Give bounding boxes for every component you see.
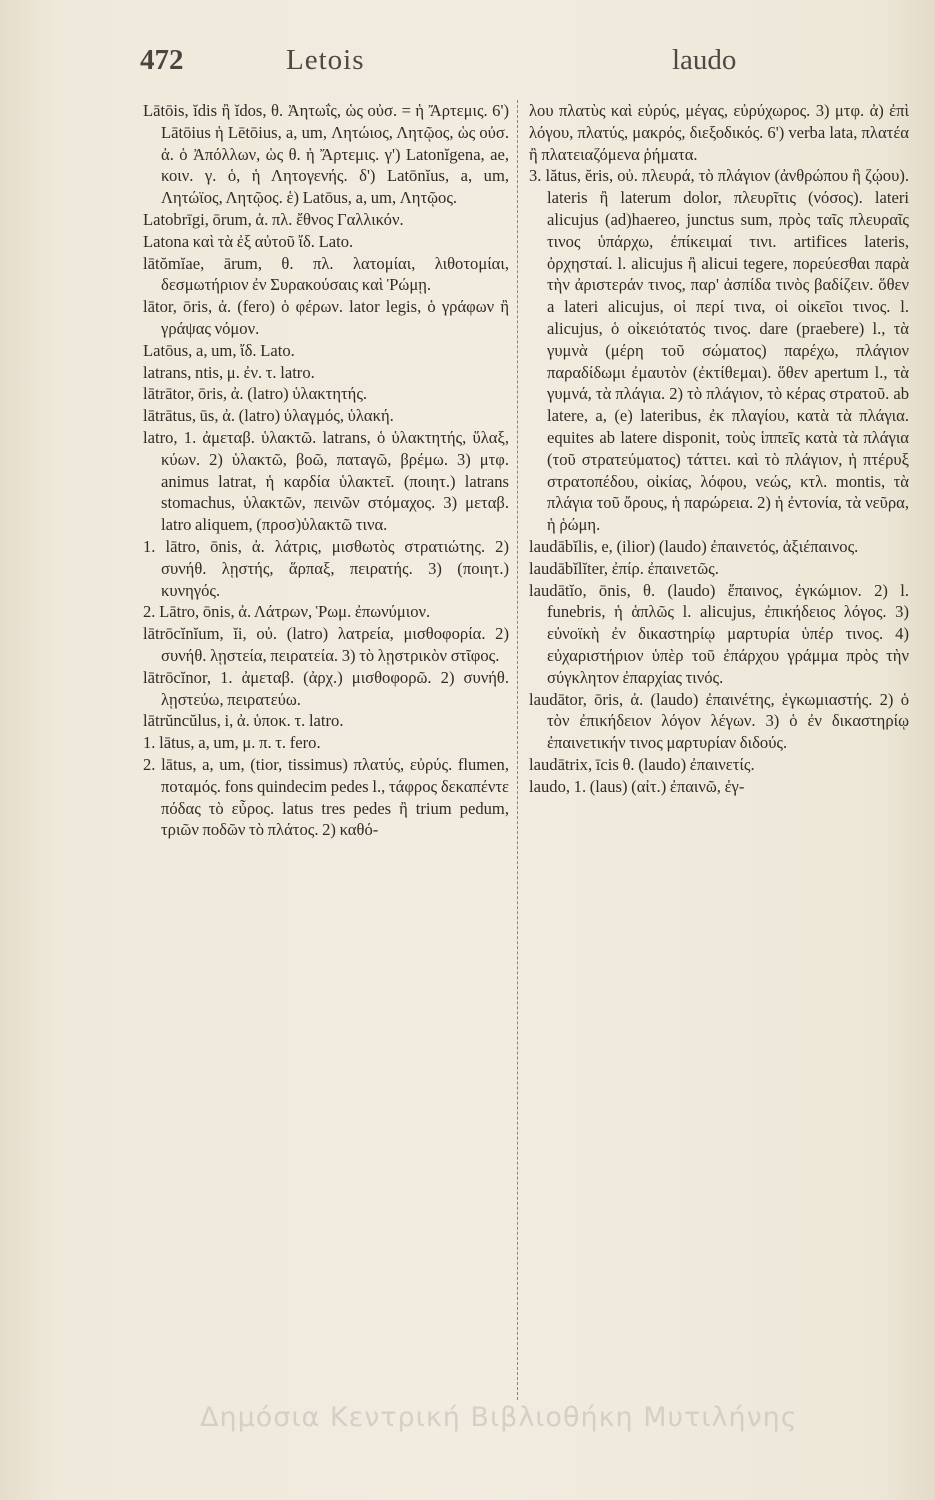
column-divider [517,100,518,1400]
entry-laudo: laudo, 1. (laus) (αἰτ.) ἐπαινῶ, ἐγ- [529,776,745,796]
entry-latrator: lātrātor, ōris, ἀ. (latro) ὑλακτητής. [143,384,368,404]
entry-latus-1: 1. lātus, a, um, μ. π. τ. fero. [143,733,321,753]
entry-latous: Latōus, a, um, ἴδ. Lato. [143,340,295,360]
entry-latomiae: lātŏmĭae, ārum, θ. πλ. λατομίαι, λιθοτομίαι, δεσμωτήριον ἐν Συρακούσαις καὶ Ῥώμῃ. [143,253,509,295]
entry-latro-2: 2. Lātro, ōnis, ἀ. Λάτρων, Ῥωμ. ἐπωνύμιον. [143,602,431,622]
entry-laudabiliter: laudābĭlĭter, ἐπίρ. ἐπαινετῶς. [529,558,719,578]
entry-laudatio: laudātĭo, ōnis, θ. (laudo) ἔπαινος, ἐγκώμιον. 2) l. funebris, ἡ ἁπλῶς l. alicujus, ἐπικήδειος λόγος. 3) εὐνοϊκὴ ἐν δικαστηρίῳ μαρτυρία ὑπέρ τινος. 4) εὐχαριστήριον ὑπὲρ τοῦ ἐπάρχου γράμμα πρὸς τὴν σύγκλητον ἐπαρχίας τινός. [529,580,909,687]
entry-latois: Lātōis, ĭdis ἢ ĭdos, θ. Ἀητωΐς, ὡς οὐσ. = ἡ Ἄρτεμις. 6') Lātōius ἡ Lētōius, a, um, Λητώιος, Λητῷος, ὡς οὐσ. ἀ. ὁ Ἀπόλλων, ὡς θ. ἡ Ἄρτεμις. γ') Latonĭgena, ae, κοιν. γ. ὁ, ἡ Λητογενής. δ') Latōnĭus, a, um, Λητώϊος, Λητῷος. ἑ) Latōus, a, um, Λητῷος. [143,101,509,208]
entry-laudator: laudātor, ōris, ἀ. (laudo) ἐπαινέτης, ἐγκωμιαστής. 2) ὁ τὸν ἐπικήδειον λόγον λέγων. 3) ὁ ἐν δικαστηρίῳ ἐπαινετικήν τινος μαρτυρίαν διδούς. [529,689,909,753]
entry-latus-2-continued: λου πλατὺς καὶ εὐρύς, μέγας, εὐρύχωρος. 3) μτφ. ἀ) ἐπὶ λόγου, πλατύς, μακρός, διεξοδικός. 6') verba lata, πλατέα ἢ πλατειαζόμενα ῥήματα. [529,101,909,164]
entry-latratus: lātrātus, ūs, ἀ. (latro) ὑλαγμός, ὑλακή. [143,406,394,426]
entry-latrunculus: lātrŭncŭlus, i, ἀ. ὑποκ. τ. latro. [143,711,344,731]
left-running-head: Letois [286,44,365,76]
entry-latus-2: 2. lātus, a, um, (tior, tissimus) πλατύς, εὐρύς. flumen, ποταμός. fons quindecim pedes l., τάφρος δεκαπέντε πόδας τὸ εὖρος. latus tres pedes ἢ trium pedum, τριῶν ποδῶν τὸ πλάτος. 2) καθό- [143,754,509,840]
right-running-head: laudo [672,44,737,76]
entry-latrans: latrans, ntis, μ. ἐν. τ. latro. [143,362,315,382]
entry-laudabilis: laudābĭlis, e, (ilior) (laudo) ἐπαινετός, ἀξιέπαινος. [529,536,859,556]
entry-latrocinor: lātrōcĭnor, 1. ἀμεταβ. (ἀρχ.) μισθοφορῶ. 2) συνήθ. λῃστεύω, πειρατεύω. [143,667,509,709]
entry-latona: Latona καὶ τὰ ἐξ αὐτοῦ ἴδ. Lato. [143,231,354,251]
left-column [143,100,509,1405]
entry-latro-verb: latro, 1. ἀμεταβ. ὑλακτῶ. latrans, ὁ ὑλακτητής, ὕλαξ, κύων. 2) ὑλακτῶ, βοῶ, παταγῶ, βρέμω. 3) μτφ. animus latrat, ἡ καρδία ὑλακτεῖ. (ποιητ.) latrans stomachus, ὑλακτῶν, πεινῶν στόμαχος. 3) μεταβ. latro aliquem, (προσ)ὑλακτῶ τινα. [143,427,509,535]
right-column [529,100,909,1405]
library-watermark: Δημόσια Κεντρική Βιβλιοθήκη Μυτιλήνης [200,1402,798,1433]
entry-latus-3: 3. lătus, ĕris, οὐ. πλευρά, τὸ πλάγιον (ἀνθρώπου ἢ ζῴου). lateris ἢ laterum dolor, πλευρῖτις (νόσος). lateri alicujus (ad)haereo, junctus sum, πρὸς ταῖς πλευραῖς τινος ὑπάρχω, ἐπίκειμαί τινι. artifices lateris, ὀρχησταί. l. alicujus ἢ alicui tegere, πορεύεσθαι παρὰ τὴν ἀριστεράν τινος, παρ' ἀσπίδα τινὸς βαδίζειν. ὅθεν a lateri alicujus, οἱ περί τινα, οἱ οἰκεῖοι τινος. l. alicujus, ὁ οἰκειότατός τινος. dare (praebere) l., τὰ γυμνὰ (μέρη τοῦ σώματος) παρέχω, πλάγιον παραδίδωμι ἐμαυτὸν (ἐκτίθεμαι). ὅθεν apertum l., τὰ γυμνά, τὰ πλάγια. 2) τὸ πλάγιον, τὸ κέρας στρατοῦ. ab latere, a, (e) lateribus, ἐκ πλαγίου, κατὰ τὰ πλάγια. equites ab latere disponit, τοὺς ἱππεῖς κατὰ τὰ πλάγια (τοῦ στρατεύματος) τάττει. καὶ τὸ πλάγιον, ἡ πτέρυξ στρατοπέδου, οἰκίας, λόφου, νεώς, κτλ. montis, τὰ πλάγια τοῦ ὄρους, ἡ παρώρεια. 2) ἡ ἐντονία, τὰ νεῦρα, ἡ ῥώμη. [529,166,909,535]
entry-laudatrix: laudātrix, īcis θ. (laudo) ἐπαινετίς. [529,754,755,774]
entry-lator: lātor, ōris, ἀ. (fero) ὁ φέρων. lator legis, ὁ γράφων ἢ γράψας νόμον. [143,297,509,338]
entry-latobrigi: Latobrīgi, ōrum, ἀ. πλ. ἔθνος Γαλλικόν. [143,209,404,229]
entry-latrocinium: lātrōcĭnĭum, ĭi, οὐ. (latro) λατρεία, μισθοφορία. 2) συνήθ. λῃστεία, πειρατεία. 3) τὸ λῃστρικὸν στῖφος. [143,624,509,665]
entry-latro-1: 1. lātro, ōnis, ἀ. λάτρις, μισθωτὸς στρατιώτης. 2) συνήθ. λῃστής, ἅρπαξ, πειρατής. 3) (ποιητ.) κυνηγός. [143,536,509,600]
page-number: 472 [140,44,184,76]
page-header [140,44,840,84]
